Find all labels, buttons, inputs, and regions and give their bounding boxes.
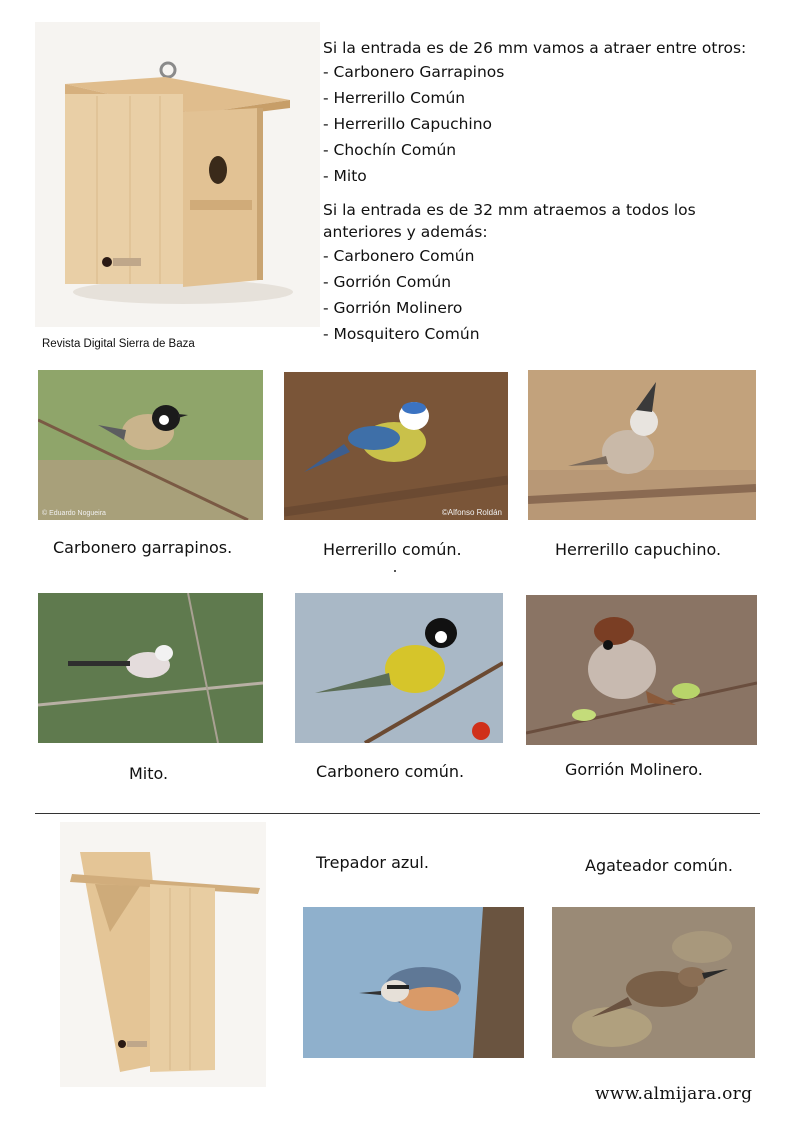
stray-dot [394, 570, 396, 572]
group2-item: - Carbonero Común [323, 247, 475, 265]
bird-photo-herrerillo-comun [284, 372, 508, 520]
nest-box-photo-front [35, 22, 320, 327]
caption-agateador-comun: Agateador común. [585, 856, 733, 875]
caption-carbonero-comun: Carbonero común. [316, 762, 465, 781]
bird-photo-trepador-azul [303, 907, 524, 1058]
group2-heading-line1: Si la entrada es de 32 mm atraemos a todos los [323, 201, 696, 219]
bird-photo-agateador-comun [552, 907, 755, 1058]
group2-item: - Gorrión Molinero [323, 299, 463, 317]
bird-photo-mito [38, 593, 263, 743]
group1-item: - Herrerillo Común [323, 89, 466, 107]
group1-item: - Mito [323, 167, 367, 185]
caption-herrerillo-comun: Herrerillo común. [323, 540, 462, 559]
group2-item: - Gorrión Común [323, 273, 452, 291]
group1-item: - Herrerillo Capuchino [323, 115, 493, 133]
section-divider [35, 813, 760, 814]
intro-text [323, 37, 763, 347]
group1-item: - Chochín Común [323, 141, 457, 159]
caption-carbonero-garrapinos: Carbonero garrapinos. [53, 538, 233, 557]
caption-gorrion-molinero: Gorrión Molinero. [565, 760, 703, 779]
bird-photo-carbonero-comun [295, 593, 503, 743]
photo-credit: ©Alfonso Roldán [441, 508, 502, 517]
group2-heading-line2: anteriores y además: [323, 223, 488, 241]
photo-credit: © Eduardo Nogueira [42, 510, 106, 517]
group1-heading: Si la entrada es de 26 mm vamos a atraer entre otros: [323, 39, 747, 57]
bird-photo-gorrion-molinero [526, 595, 757, 745]
source-credit: Revista Digital Sierra de Baza [42, 338, 195, 350]
group2-item: - Mosquitero Común [323, 325, 480, 343]
caption-mito: Mito. [129, 764, 169, 783]
group1-item: - Carbonero Garrapinos [323, 63, 505, 81]
bird-photo-herrerillo-capuchino [528, 370, 756, 520]
website-url: www.almijara.org [595, 1084, 753, 1104]
nest-box-photo-side [60, 822, 266, 1087]
caption-trepador-azul: Trepador azul. [316, 853, 429, 872]
bird-photo-carbonero-garrapinos [38, 370, 263, 520]
caption-herrerillo-capuchino: Herrerillo capuchino. [555, 540, 722, 559]
